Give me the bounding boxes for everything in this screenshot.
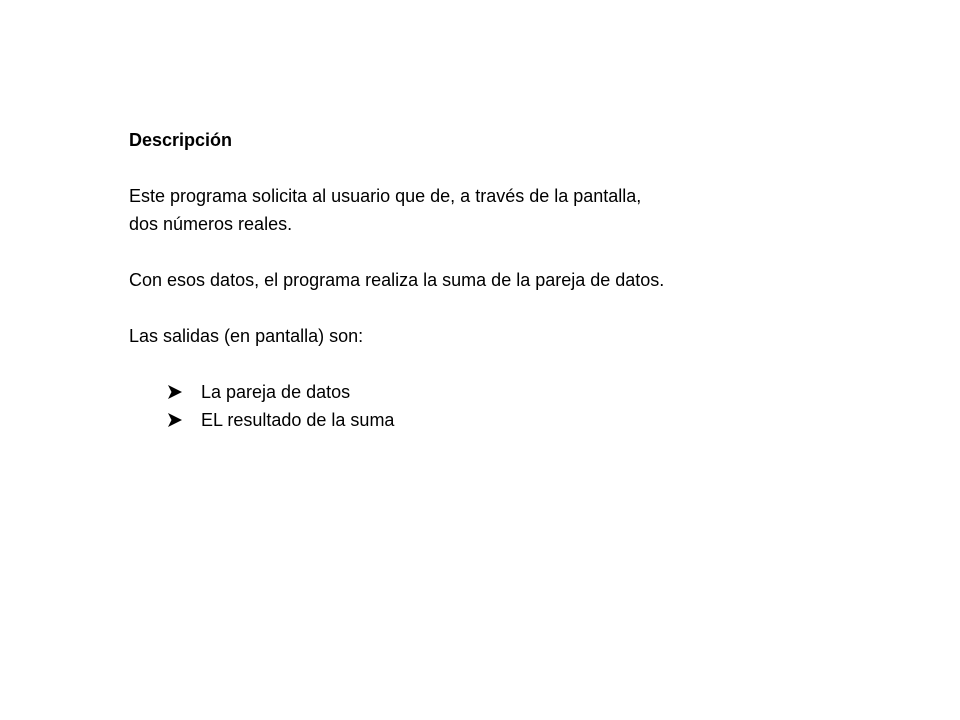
spacer <box>129 238 889 266</box>
list-item-label: La pareja de datos <box>201 382 351 402</box>
paragraph-line: dos números reales. <box>129 214 293 234</box>
list-item-label: EL resultado de la suma <box>201 410 395 430</box>
paragraph-line: Este programa solicita al usuario que de, a través de la pantalla, <box>129 186 642 206</box>
section-heading: Descripción <box>129 130 233 150</box>
arrowhead-bullet-icon <box>167 412 183 428</box>
list-item <box>167 406 889 434</box>
description-block <box>129 126 889 434</box>
spacer <box>129 294 889 322</box>
output-list <box>129 378 889 434</box>
paragraph: Con esos datos, el programa realiza la suma de la pareja de datos. <box>129 270 665 290</box>
paragraph: Las salidas (en pantalla) son: <box>129 326 364 346</box>
spacer <box>129 154 889 182</box>
list-item <box>167 378 889 406</box>
spacer <box>129 350 889 378</box>
arrowhead-bullet-icon <box>167 384 183 400</box>
